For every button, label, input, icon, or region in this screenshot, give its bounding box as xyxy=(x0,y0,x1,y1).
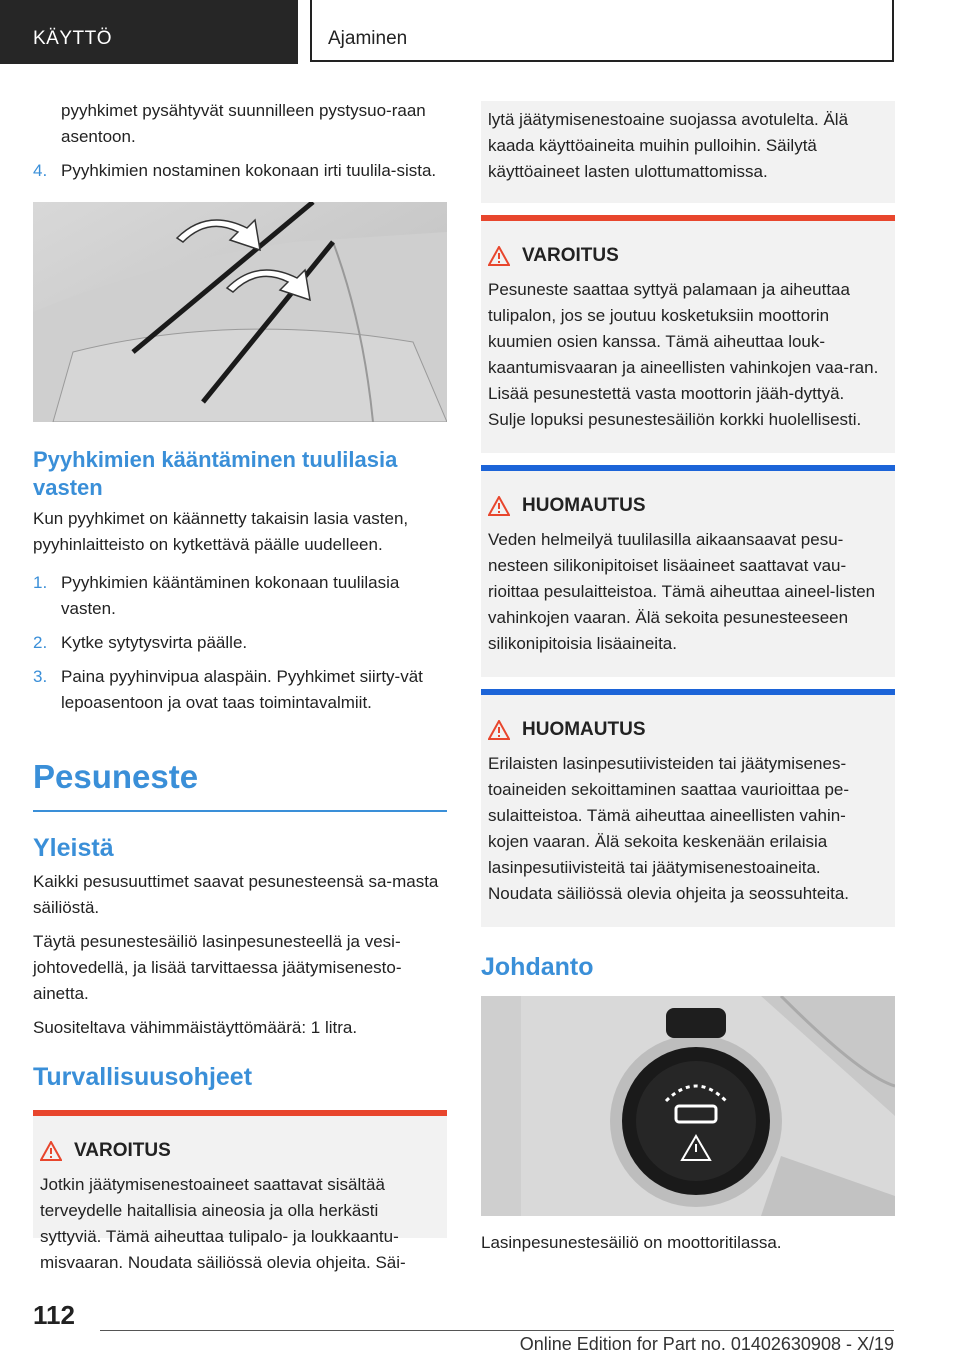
list-number: 4. xyxy=(33,161,48,180)
warning-triangle-icon xyxy=(488,496,510,516)
list-text: Kytke sytytysvirta päälle. xyxy=(61,633,248,652)
list-number: 1. xyxy=(33,573,48,592)
notice-text: Erilaisten lasinpesutiivisteiden tai jäätymisenes-toaineiden sekoittaminen saattaa vaurioittaa pe-sulaitteistoa. Tämä aiheuttaa aineellisten vahin-kojen vaaran. Älä sekoita keskenään erilaisia lasinpesutiivisteitä tai jäätymisenestoaineita. Noudata säiliössä olevia ohjeita ja seossuhteita. xyxy=(488,754,850,903)
reservoir-illustration xyxy=(481,996,895,1216)
general-paragraph: Täytä pesunestesäiliö lasinpesunesteellä ja vesi-johtovedellä, ja lisää tarvittaessa jäätymisenesto-ainetta. xyxy=(33,932,402,1003)
list-text: Pyyhkimien nostaminen kokonaan irti tuulila-sista. xyxy=(61,161,437,180)
warning-text: Pesuneste saattaa syttyä palamaan ja aiheuttaa tulipalon, jos se joutuu kosketuksiin moottorin kuumien osien kanssa. Tämä aiheuttaa louk-kaantumisvaaran ja aineellisten vahinkojen vaa-ran. Lisää pesunestettä vasta moottorin jääh-dyttyä. Sulje lopuksi pesunestesäiliön korkki huolellisesti. xyxy=(488,280,879,429)
warning-box-continued xyxy=(481,101,895,203)
general-paragraph: Suositeltava vähimmäistäyttömäärä: 1 litra. xyxy=(33,1018,358,1037)
header-section-label: KÄYTTÖ xyxy=(33,28,113,49)
warning-triangle-icon xyxy=(40,1141,62,1161)
left-column xyxy=(33,98,447,1272)
warning-title xyxy=(40,1140,437,1162)
right-column xyxy=(481,101,895,1264)
list-text: Paina pyyhinvipua alaspäin. Pyyhkimet siirty-vät lepoasentoon ja ovat taas toimintavalmiit. xyxy=(61,667,423,712)
list-number: 2. xyxy=(33,633,48,652)
general-heading: Yleistä xyxy=(33,834,114,862)
footer-divider xyxy=(100,1330,894,1331)
header-chapter-tab xyxy=(310,0,894,62)
warning-triangle-icon xyxy=(488,246,510,266)
wiper-illustration xyxy=(33,202,447,422)
warning-text: lytä jäätymisenestoaine suojassa avotulelta. Älä kaada käyttöaineita muihin pulloihin. Säilytä käyttöaineet lasten ulottumattomissa. xyxy=(488,110,849,181)
warning-box xyxy=(481,215,895,453)
warning-text: Jotkin jäätymisenestoaineet saattavat sisältää terveydelle haitallisia aineosia ja olla herkästi syttyviä. Tämä aiheuttaa tulipalo- ja loukkaantu-misvaaran. Noudata säiliössä olevia ohjeita. Säi- xyxy=(40,1175,406,1272)
warning-triangle-icon xyxy=(488,720,510,740)
warning-box xyxy=(33,1110,447,1272)
fold-heading: Pyyhkimien kääntäminen tuulilasia vasten xyxy=(33,447,398,500)
fold-intro: Kun pyyhkimet on käännetty takaisin lasia vasten, pyyhinlaitteisto on kytkettävä päälle uudelleen. xyxy=(33,509,409,554)
header-section-tab xyxy=(0,0,298,64)
notice-title xyxy=(488,719,885,741)
list-item xyxy=(33,664,447,716)
figure-caption: Lasinpesunestesäiliö on moottoritilassa. xyxy=(481,1233,782,1252)
safety-heading: Turvallisuusohjeet xyxy=(33,1063,253,1091)
list-number: 3. xyxy=(33,667,48,686)
warning-title xyxy=(488,245,885,267)
notice-title xyxy=(488,495,885,517)
list-text: Pyyhkimien kääntäminen kokonaan tuulilasia vasten. xyxy=(61,573,400,618)
main-heading: Pesuneste xyxy=(33,758,447,812)
list-item xyxy=(33,630,447,656)
notice-title-text: HUOMAUTUS xyxy=(522,495,646,516)
notice-text: Veden helmeilyä tuulilasilla aikaansaavat pesu-nesteen silikonipitoiset lisäaineet saattavat vau-rioittaa pesulaitteistoa. Tämä aiheuttaa aineel-listen vahinkojen vaaran. Älä sekoita pesunesteeseen silikonipitoisia lisäaineita. xyxy=(488,530,876,653)
intro-heading: Johdanto xyxy=(481,953,594,981)
warning-title-text: VAROITUS xyxy=(74,1140,171,1161)
page-number: 112 xyxy=(33,1300,75,1330)
continued-step-text: pyyhkimet pysähtyvät suunnilleen pystysuo-raan asentoon. xyxy=(61,101,426,146)
list-item xyxy=(33,570,447,622)
notice-box xyxy=(481,689,895,927)
notice-title-text: HUOMAUTUS xyxy=(522,719,646,740)
notice-box xyxy=(481,465,895,677)
list-item xyxy=(33,158,447,184)
washer-reservoir-image xyxy=(481,996,895,1216)
wiper-lift-image xyxy=(33,202,447,422)
general-paragraph: Kaikki pesusuuttimet saavat pesunesteensä sa-masta säiliöstä. xyxy=(33,872,439,917)
warning-title-text: VAROITUS xyxy=(522,245,619,266)
footer-edition-text: Online Edition for Part no. 01402630908 - X/19 xyxy=(519,1334,894,1354)
header-chapter-label: Ajaminen xyxy=(328,28,408,49)
